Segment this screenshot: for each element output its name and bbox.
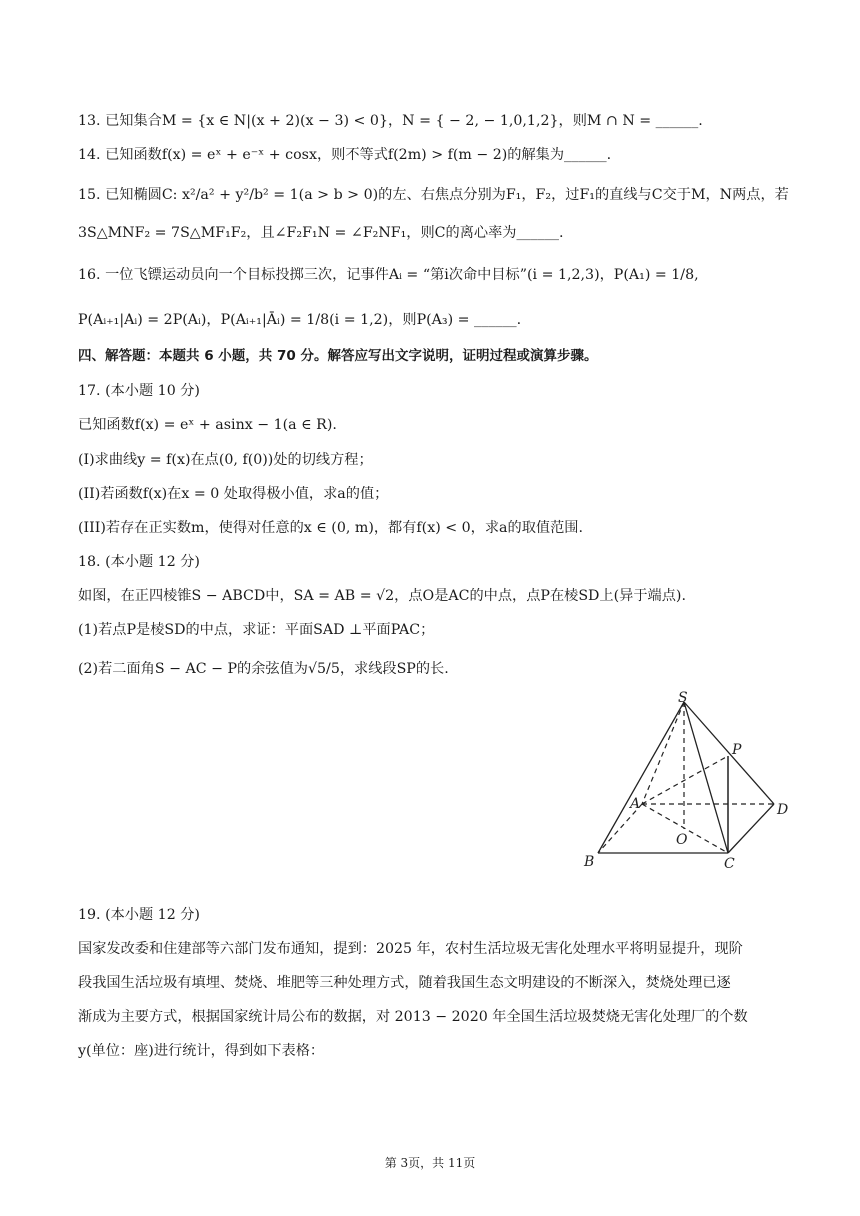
question-19-para-4: y(单位：座)进行统计，得到如下表格：: [78, 1043, 325, 1059]
question-16-line1: 16. 一位飞镖运动员向一个目标投掷三次，记事件Aᵢ = “第i次命中目标”(i = 1,2,3)，P(A₁) = 1/8,: [78, 267, 699, 283]
section-heading: 四、解答题：本题共 6 小题，共 70 分。解答应写出文字说明，证明过程或演算步骤。: [78, 348, 598, 364]
question-17-header: 17. (本小题 10 分): [78, 383, 200, 399]
label-c: C: [724, 856, 735, 872]
question-17-part-1: (I)求曲线y = f(x)在点(0, f(0))处的切线方程；: [78, 452, 373, 468]
question-15-line2: 3S△MNF₂ = 7S△MF₁F₂，且∠F₂F₁N = ∠F₂NF₁，则C的离心率为______.: [78, 225, 564, 241]
page-footer: 第 3页，共 11页: [384, 1156, 476, 1170]
label-d: D: [777, 802, 789, 818]
label-o: O: [676, 832, 688, 848]
question-18-header: 18. (本小题 12 分): [78, 554, 200, 570]
question-16-line2: P(Aᵢ₊₁|Aᵢ) = 2P(Aᵢ)，P(Aᵢ₊₁|Āᵢ) = 1/8(i = 1,2)，则P(A₃) = ______.: [78, 312, 522, 328]
question-19-header: 19. (本小题 12 分): [78, 907, 200, 923]
question-17-part-2: (II)若函数f(x)在x = 0 处取得极小值，求a的值；: [78, 486, 389, 502]
question-13: 13. 已知集合M = {x ∈ N|(x + 2)(x − 3) < 0}，N = { − 2, − 1,0,1,2}，则M ∩ N = ______.: [78, 113, 703, 129]
question-18-part-2: (2)若二面角S − AC − P的余弦值为√5/5，求线段SP的长.: [78, 661, 449, 677]
label-p: P: [732, 742, 742, 758]
question-17-part-3: (III)若存在正实数m，使得对任意的x ∈ (0, m)，都有f(x) < 0，求a的取值范围.: [78, 520, 583, 536]
question-17-stem: 已知函数f(x) = eˣ + asinx − 1(a ∈ R).: [78, 417, 337, 433]
question-19-para-1: 国家发改委和住建部等六部门发布通知，提到：2025 年，农村生活垃圾无害化处理水平将明显提升，现阶: [78, 941, 743, 957]
question-15-line1: 15. 已知椭圆C: x²/a² + y²/b² = 1(a > b > 0)的左、右焦点分别为F₁，F₂，过F₁的直线与C交于M，N两点，若: [78, 187, 789, 203]
question-19-para-3: 渐成为主要方式，根据国家统计局公布的数据，对 2013 − 2020 年全国生活垃圾焚烧无害化处理厂的个数: [78, 1009, 748, 1025]
pyramid-figure: [578, 688, 798, 878]
question-18-stem: 如图，在正四棱锥S − ABCD中，SA = AB = √2，点O是AC的中点，点P在棱SD上(异于端点).: [78, 588, 686, 604]
label-b: B: [584, 854, 595, 870]
question-18-part-1: (1)若点P是棱SD的中点，求证：平面SAD ⊥平面PAC；: [78, 622, 435, 638]
question-14: 14. 已知函数f(x) = eˣ + e⁻ˣ + cosx，则不等式f(2m) > f(m − 2)的解集为______.: [78, 147, 612, 163]
question-19-para-2: 段我国生活垃圾有填埋、焚烧、堆肥等三种处理方式，随着我国生态文明建设的不断深入，焚烧处理已逐: [78, 975, 731, 991]
label-s: S: [678, 690, 688, 706]
label-a: A: [630, 796, 641, 812]
